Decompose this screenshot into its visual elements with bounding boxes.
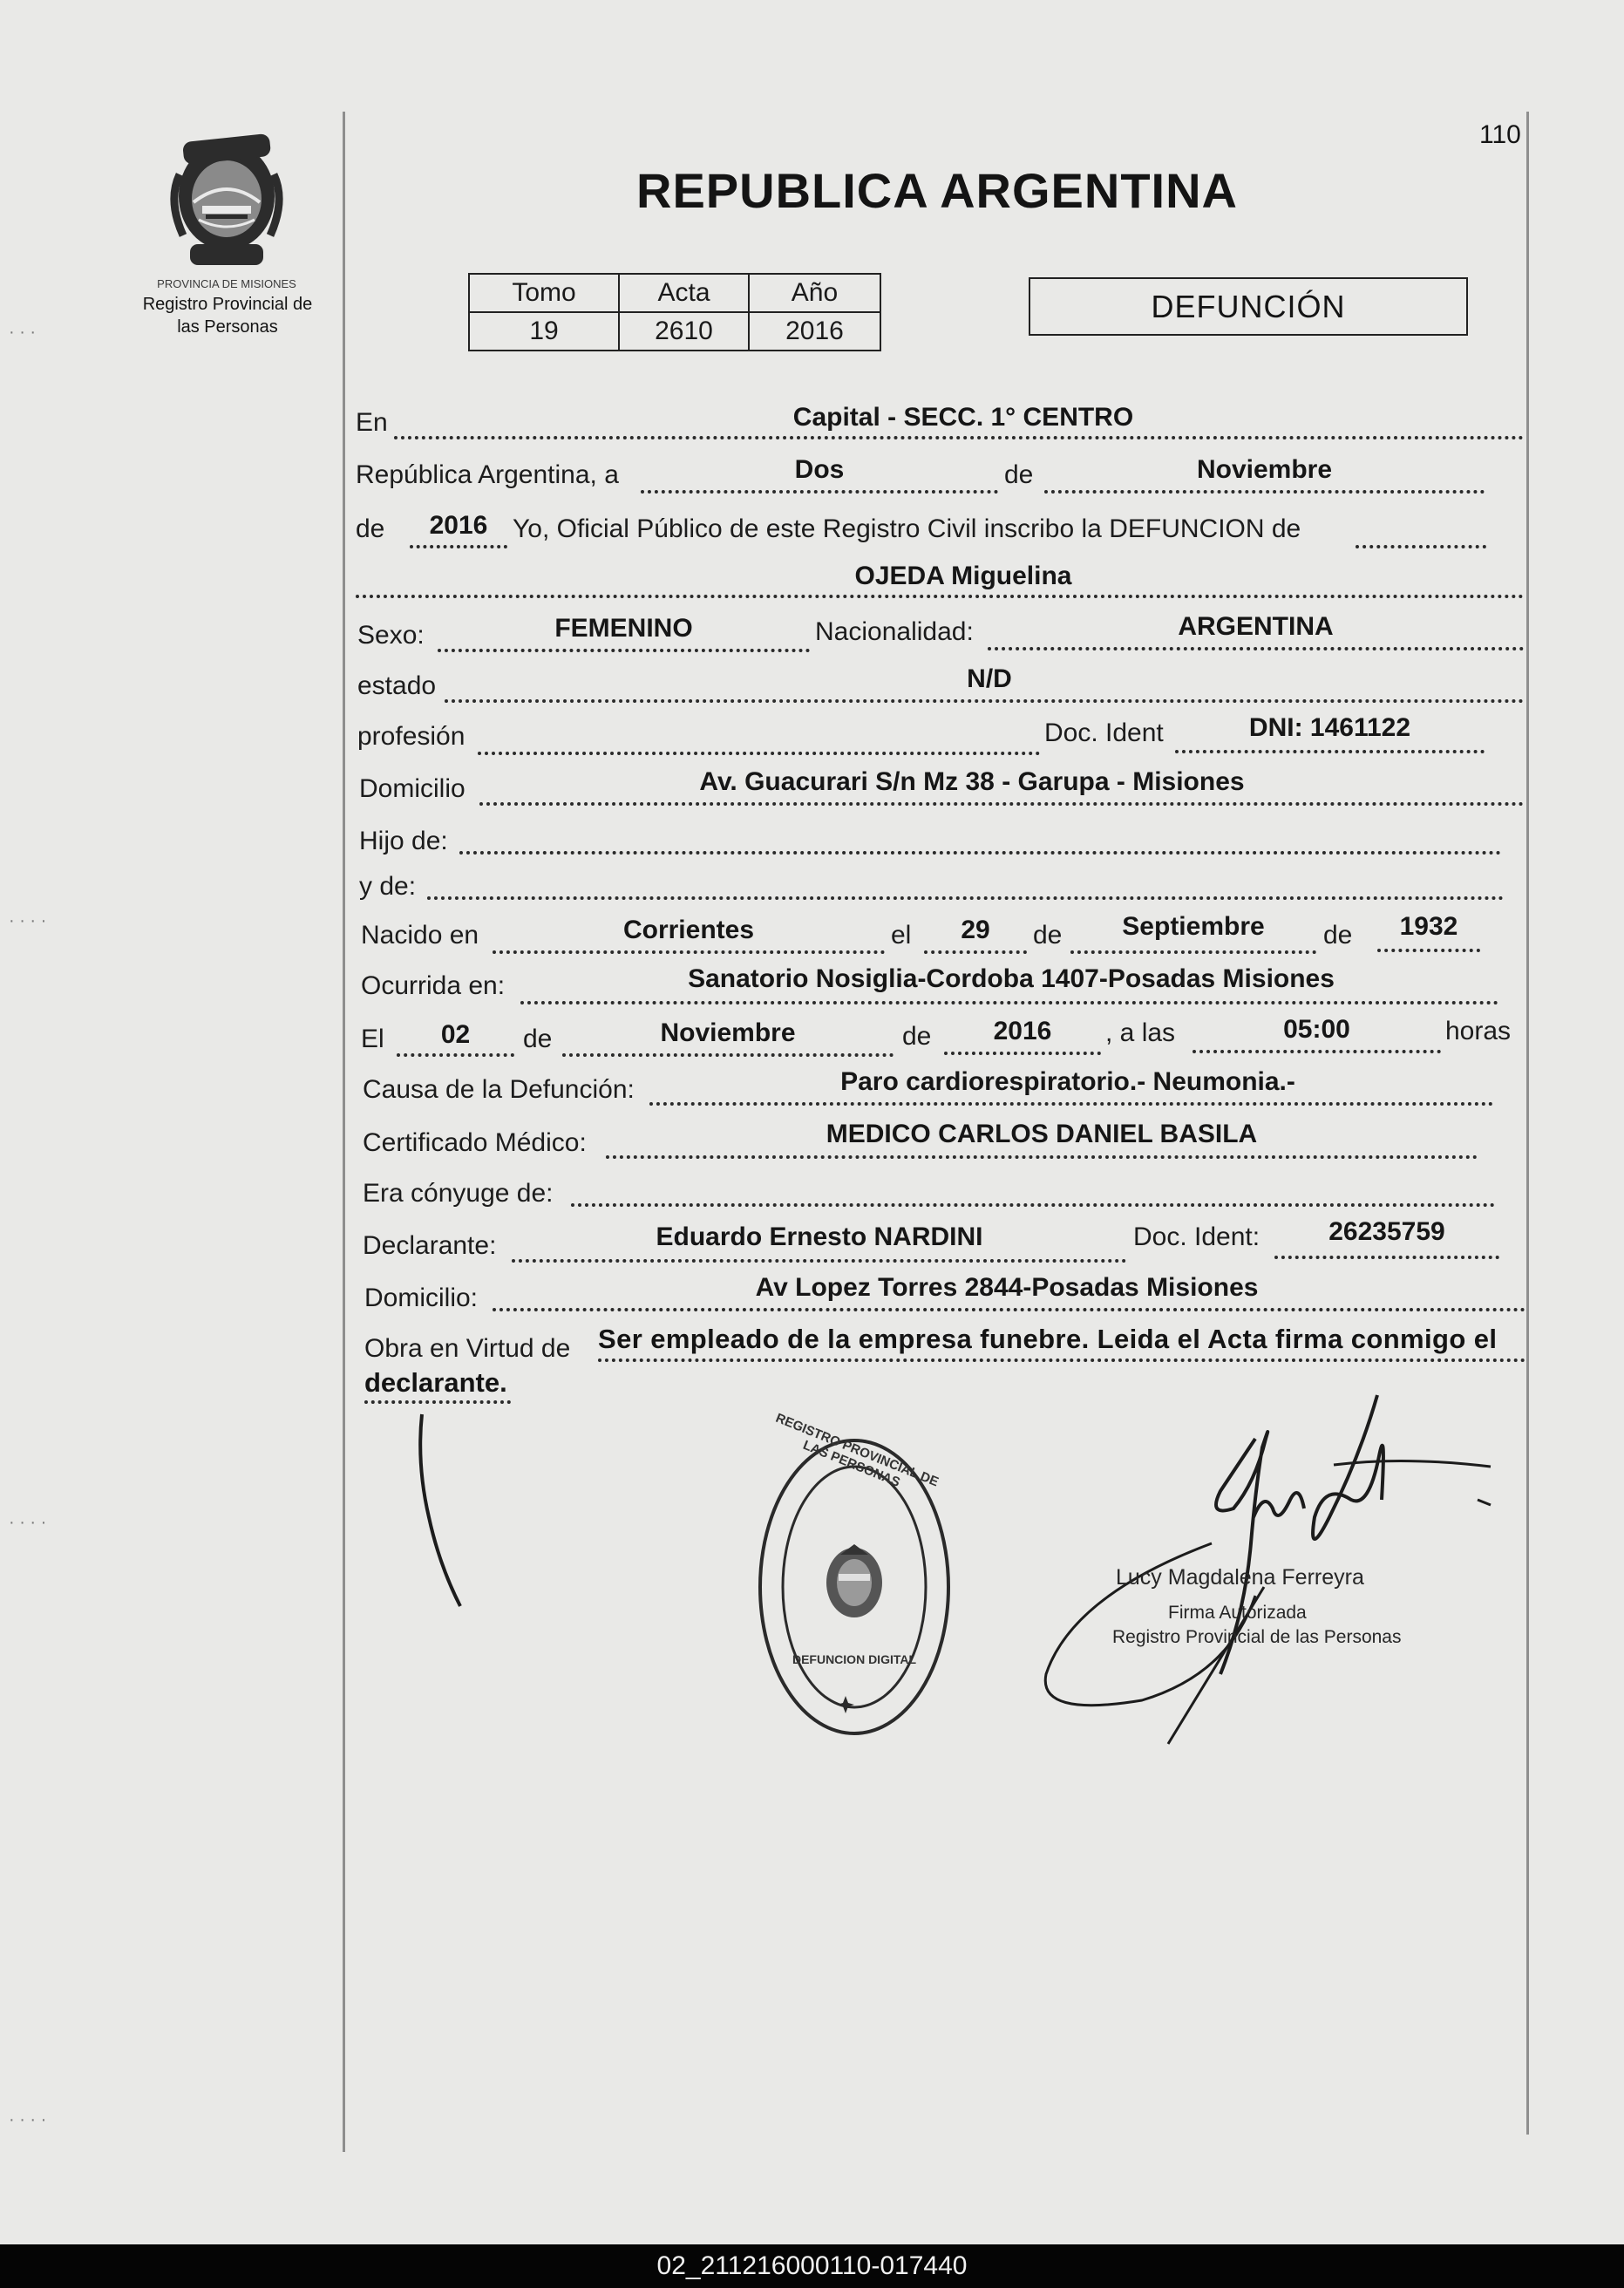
- dotted-line: [438, 649, 810, 652]
- scan-speck: · · · ·: [9, 2110, 47, 2129]
- certificado-value: MEDICO CARLOS DANIEL BASILA: [826, 1120, 1258, 1148]
- deceased-name: OJEDA Miguelina: [854, 562, 1072, 590]
- dotted-line: [1377, 949, 1480, 952]
- page-title: REPUBLICA ARGENTINA: [636, 163, 1238, 218]
- dotted-line: [924, 950, 1027, 954]
- registry-table-value-row: [469, 312, 880, 351]
- dotted-line: [364, 1400, 511, 1404]
- tomo-header: Tomo: [469, 274, 619, 312]
- dotted-line: [571, 1203, 1495, 1207]
- right-margin-line: [1526, 112, 1529, 2135]
- declarante-domicilio-value: Av Lopez Torres 2844-Posadas Misiones: [755, 1273, 1259, 1302]
- en-value: Capital - SECC. 1° CENTRO: [792, 403, 1134, 432]
- death-year-value: 2016: [993, 1017, 1052, 1045]
- signature: [1037, 1386, 1508, 1796]
- death-day-value: 02: [440, 1020, 471, 1049]
- el-label: El: [361, 1025, 384, 1053]
- left-margin-line: [343, 112, 345, 2152]
- tomo-value: 19: [469, 312, 619, 351]
- dotted-line: [459, 851, 1501, 855]
- de-label: de: [356, 514, 385, 543]
- dotted-line: [479, 802, 1524, 806]
- dotted-line: [1193, 1050, 1441, 1053]
- birth-month-value: Septiembre: [1122, 912, 1265, 941]
- estado-value: N/D: [967, 664, 1012, 693]
- signer-role: Firma Autorizada: [1168, 1603, 1307, 1623]
- estado-label: estado: [357, 671, 437, 700]
- doc-ident-value: DNI: 1461122: [1248, 713, 1411, 742]
- death-time-value: 05:00: [1283, 1015, 1350, 1044]
- domicilio-label: Domicilio:: [364, 1284, 479, 1312]
- day-word-value: Dos: [794, 455, 845, 484]
- ocurrida-en-label: Ocurrida en:: [361, 971, 506, 1000]
- obra-value-continued: declarante.: [364, 1367, 507, 1398]
- dotted-line: [356, 595, 1524, 598]
- stamp-outer-text: REGISTRO PROVINCIAL DE LAS PERSONAS: [773, 1410, 941, 1490]
- month-value: Noviembre: [1196, 455, 1333, 484]
- de-label: de: [1004, 460, 1034, 489]
- domicilio-value: Av. Guacurari S/n Mz 38 - Garupa - Misiones: [699, 767, 1245, 796]
- registry-table-header-row: [469, 274, 880, 312]
- scan-speck: · · ·: [9, 323, 37, 342]
- certificado-label: Certificado Médico:: [363, 1128, 587, 1157]
- inscription-sentence: Yo, Oficial Público de este Registro Civil inscribo la DEFUNCION de: [513, 514, 1301, 543]
- registry-name-line2: las Personas: [177, 317, 278, 337]
- republica-label: República Argentina, a: [356, 460, 619, 489]
- de-label: de: [1323, 921, 1353, 950]
- page-number: 110: [1479, 120, 1521, 149]
- scan-speck: · · · ·: [9, 1513, 47, 1532]
- stamp-inner-text: DEFUNCION DIGITAL: [792, 1652, 917, 1666]
- el-label: el: [891, 921, 912, 950]
- anio-value: 2016: [749, 312, 880, 351]
- en-label: En: [356, 408, 388, 437]
- signer-name: Lucy Magdalena Ferreyra: [1116, 1565, 1364, 1590]
- de-label: de: [902, 1022, 932, 1051]
- birth-year-value: 1932: [1399, 912, 1458, 941]
- causa-label: Causa de la Defunción:: [363, 1075, 635, 1104]
- dotted-line: [512, 1259, 1126, 1263]
- ocurrida-en-value: Sanatorio Nosiglia-Cordoba 1407-Posadas Misiones: [688, 964, 1335, 993]
- sexo-value: FEMENINO: [554, 614, 693, 643]
- dotted-line: [1175, 750, 1485, 753]
- death-month-value: Noviembre: [660, 1018, 796, 1047]
- dotted-line: [988, 647, 1524, 650]
- dotted-line: [1274, 1256, 1499, 1259]
- dotted-line: [641, 490, 998, 494]
- acta-value: 2610: [619, 312, 749, 351]
- registry-name-line1: Registro Provincial de: [142, 295, 313, 314]
- declarante-doc-value: 26235759: [1328, 1217, 1445, 1246]
- dotted-line: [445, 699, 1524, 703]
- dotted-line: [1044, 490, 1485, 494]
- dotted-line: [1070, 950, 1316, 954]
- profesion-label: profesión: [357, 722, 465, 751]
- dotted-line: [606, 1155, 1478, 1159]
- dotted-line: [944, 1052, 1101, 1055]
- nacionalidad-value: ARGENTINA: [1178, 612, 1334, 641]
- acta-header: Acta: [619, 274, 749, 312]
- coat-of-arms-icon: [826, 1544, 882, 1617]
- dotted-line: [397, 1053, 514, 1057]
- dotted-line: [598, 1358, 1525, 1362]
- domicilio-label: Domicilio: [359, 774, 465, 803]
- dotted-line: [410, 545, 507, 548]
- anio-header: Año: [749, 274, 880, 312]
- hijo-de-label: Hijo de:: [359, 827, 448, 855]
- causa-value: Paro cardiorespiratorio.- Neumonia.-: [840, 1067, 1295, 1096]
- scan-footer-id: 02_211216000110-017440: [0, 2244, 1624, 2288]
- declarante-value: Eduardo Ernesto NARDINI: [656, 1222, 983, 1251]
- nacido-en-label: Nacido en: [361, 921, 479, 950]
- dotted-line: [427, 896, 1504, 900]
- obra-value: Ser empleado de la empresa funebre. Leida el Acta firma conmigo el: [598, 1324, 1498, 1354]
- dotted-line: [493, 950, 885, 954]
- dotted-line: [649, 1102, 1493, 1106]
- provincial-logo: [157, 122, 296, 275]
- dotted-line: [478, 752, 1040, 755]
- nacionalidad-label: Nacionalidad:: [815, 617, 974, 646]
- dotted-line: [493, 1308, 1525, 1311]
- declarante-label: Declarante:: [363, 1231, 497, 1260]
- a-las-label: , a las: [1105, 1018, 1176, 1047]
- obra-label: Obra en Virtud de: [364, 1334, 571, 1363]
- dotted-line: [1356, 545, 1486, 548]
- year-value: 2016: [429, 511, 488, 540]
- doc-ident-label: Doc. Ident: [1044, 718, 1164, 747]
- registry-table: [468, 273, 881, 351]
- birthplace-value: Corrientes: [622, 916, 755, 944]
- horas-label: horas: [1445, 1017, 1512, 1045]
- de-label: de: [1033, 921, 1063, 950]
- dotted-line: [520, 1001, 1498, 1004]
- dotted-line: [394, 436, 1524, 439]
- signer-organization: Registro Provincial de las Personas: [1112, 1627, 1402, 1647]
- pen-stroke: [410, 1413, 471, 1613]
- logo-lettering: PROVINCIA DE MISIONES: [157, 277, 296, 290]
- y-de-label: y de:: [359, 872, 417, 901]
- dotted-line: [562, 1053, 894, 1057]
- document-type-box: DEFUNCIÓN: [1029, 277, 1468, 336]
- scan-speck: · · · ·: [9, 911, 47, 930]
- de-label: de: [523, 1025, 553, 1053]
- sexo-label: Sexo:: [357, 621, 425, 650]
- doc-ident-label: Doc. Ident:: [1133, 1222, 1260, 1251]
- conyuge-label: Era cónyuge de:: [363, 1179, 554, 1208]
- birth-day-value: 29: [961, 916, 990, 944]
